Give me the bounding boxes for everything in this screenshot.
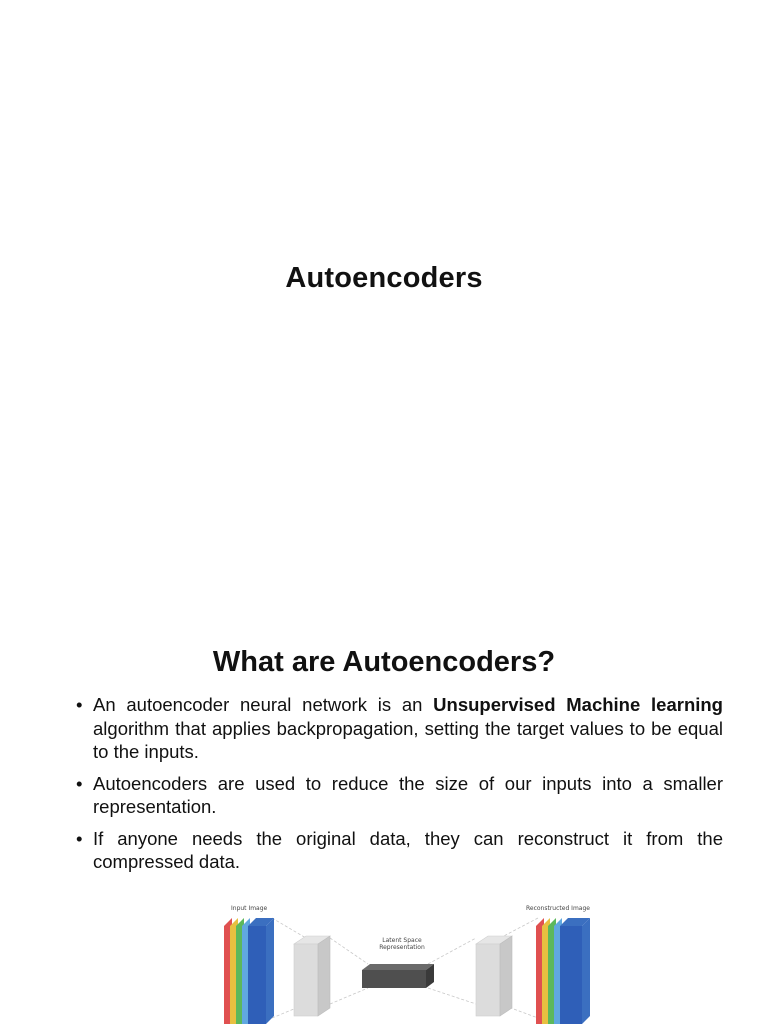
bullet-list xyxy=(76,693,723,882)
bullet-dot-icon: • xyxy=(76,694,83,715)
encoder-block xyxy=(294,936,330,1016)
bullet-item: • Autoencoders are used to reduce the size of our inputs into a smaller representation. xyxy=(76,772,723,817)
bullet-item: • An autoencoder neural network is an Unsupervised Machine learning algorithm that applies backpropagation, setting the target values to be equal to the inputs. xyxy=(76,694,723,762)
content-title: What are Autoencoders? xyxy=(212,646,556,678)
diagram-graphic xyxy=(220,900,610,1024)
latent-block xyxy=(362,964,434,988)
slide-title: Autoencoders xyxy=(285,262,483,294)
input-image-label: Input Image xyxy=(231,905,268,912)
latent-label: Latent Space Representation xyxy=(379,937,425,951)
input-image-stack xyxy=(224,918,274,1024)
decoder-block xyxy=(476,936,512,1016)
bullet-dot-icon: • xyxy=(76,827,83,849)
emphasis-text: Unsupervised Machine learning xyxy=(433,694,723,715)
bullet-item: • If anyone needs the original data, they can reconstruct it from the compressed data. xyxy=(76,827,723,872)
reconstructed-image-label: Reconstructed Image xyxy=(526,905,590,912)
content-slide xyxy=(0,600,768,1024)
autoencoder-diagram xyxy=(220,900,610,1024)
reconstructed-image-stack xyxy=(536,918,590,1024)
bullet-dot-icon: • xyxy=(76,772,83,794)
